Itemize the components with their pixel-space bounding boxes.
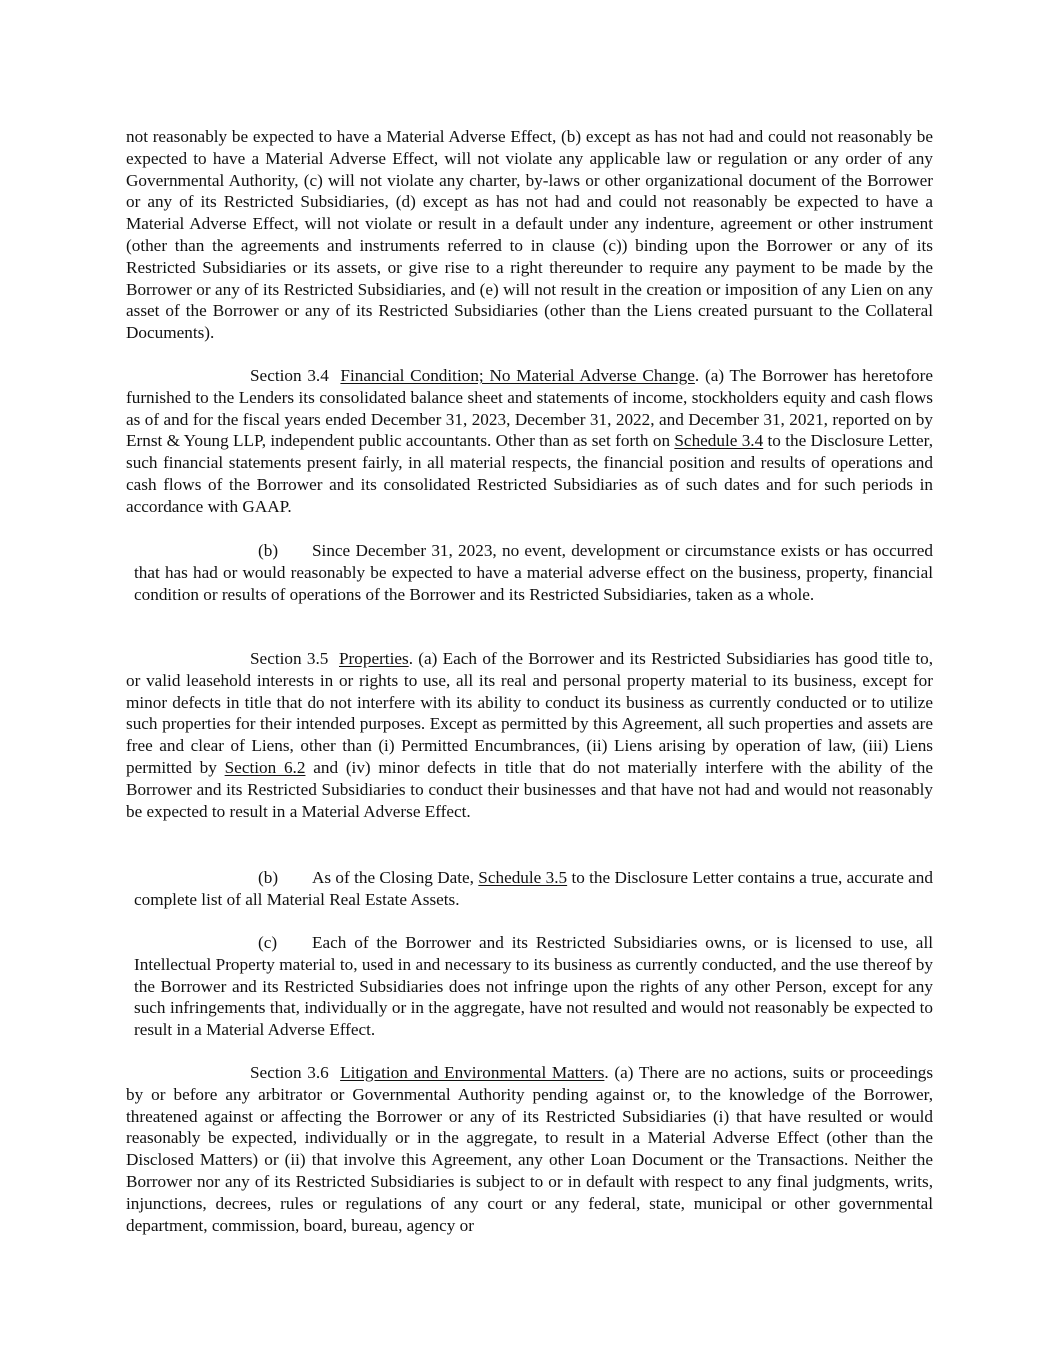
section-3-4-number: Section 3.4 xyxy=(250,366,329,385)
section-3-5-paragraph-b xyxy=(134,867,933,911)
schedule-3-4-reference: Schedule 3.4 xyxy=(674,431,764,451)
section-3-5-b-text-1: As of the Closing Date, xyxy=(312,868,479,887)
section-3-5-paragraph-a xyxy=(126,648,933,822)
section-3-6-number: Section 3.6 xyxy=(250,1063,329,1082)
section-3-5-title: Properties xyxy=(338,649,409,668)
section-3-5-b-text-2: to the Disclosure Letter contains a true, accurate and complete list of all Material Real Estate Assets. xyxy=(134,868,933,909)
section-3-5-a-text-2: and (iv) minor defects in title that do not materially interfere with the ability of the Borrower and its Restricted Subsidiaries to conduct their businesses and that have not had and would not reasonably be expected to result in a Material Adverse Effect. xyxy=(126,757,933,821)
section-6-2-reference: Section 6.2 xyxy=(224,757,306,777)
section-3-6-title: Litigation and Environmental Matters xyxy=(340,1063,605,1082)
section-3-6-paragraph-a xyxy=(126,1062,933,1236)
section-3-6-a-text: . (a) There are no actions, suits or proceedings by or before any arbitrator or Governmental Authority pending against or, to the knowledge of the Borrower, threatened against or affecting the Borrower or any of its Restricted Subsidiaries (i) that have resulted or would reasonably be expected, individually or in the aggregate, to result in a Material Adverse Effect (other than the Disclosed Matters) or (ii) that involve this Agreement, any other Loan Document or the Transactions. Neither the Borrower nor any of its Restricted Subsidiaries is subject to or in default with respect to any final judgments, writs, injunctions, decrees, rules or regulations of any court or any federal, state, municipal or other governmental department, commission, board, bureau, agency or xyxy=(126,1063,934,1235)
section-3-4-b-label: (b) xyxy=(258,541,279,560)
section-3-5-paragraph-c xyxy=(134,932,933,1041)
section-3-5-c-label: (c) xyxy=(258,933,278,952)
section-3-4-a-text-1: . (a) The Borrower has heretofore furnished to the Lenders its consolidated balance sheet and statements of income, stockholders equity and cash flows as of and for the fiscal years ended December 31, 2023, December 31, 2022, and December 31, 2021, reported on by Ernst & Young LLP, independent public accountants. Other than as set forth on xyxy=(126,366,933,451)
schedule-3-5-reference: Schedule 3.5 xyxy=(478,868,568,887)
section-3-5-number: Section 3.5 xyxy=(250,649,329,668)
section-3-5-b-label: (b) xyxy=(258,868,279,887)
section-3-4-paragraph-b xyxy=(134,540,933,605)
section-3-4-title: Financial Condition; No Material Adverse Change xyxy=(340,366,695,385)
section-3-4-b-text: Since December 31, 2023, no event, development or circumstance exists or has occurred that has had or would reasonably be expected to have a material adverse effect on the business, property, financial condition or results of operations of the Borrower and its Restricted Subsidiaries, taken as a whole. xyxy=(134,541,933,604)
section-3-4-paragraph-a xyxy=(126,365,933,518)
section-3-5-a-text-1: . (a) Each of the Borrower and its Restricted Subsidiaries has good title to, or valid leasehold interests in or rights to use, all its real and personal property material to its business, except for minor defects in title that do not interfere with its ability to conduct its business as currently conducted or to utilize such properties for their intended purposes. Except as permitted by this Agreement, all such properties and assets are free and clear of Liens, other than (i) Permitted Encumbrances, (ii) Liens arising by operation of law, (iii) Liens permitted by xyxy=(126,649,934,777)
section-3-4-a-text-2: to the Disclosure Letter, such financial statements present fairly, in all material respects, the financial position and results of operations and cash flows of the Borrower and its consolidated Restricted Subsidiaries as of such dates and for such periods in accordance with GAAP. xyxy=(126,431,933,516)
paragraph-continuation xyxy=(126,126,933,344)
continuation-text: not reasonably be expected to have a Material Adverse Effect, (b) except as has not had and could not reasonably be expected to have a Material Adverse Effect, will not violate any applicable law or regulation or any order of any Governmental Authority, (c) will not violate any charter, by-laws or other organizational document of the Borrower or any of its Restricted Subsidiaries, (d) except as has not had and could not reasonably be expected to have a Material Adverse Effect, will not violate or result in a default under any indenture, agreement or other instrument (other than the agreements and instruments referred to in clause (c)) binding upon the Borrower or any of its Restricted Subsidiaries or its assets, or give rise to a right thereunder to require any payment to be made by the Borrower or any of its Restricted Subsidiaries, and (e) will not result in the creation or imposition of any Lien on any asset of the Borrower or any of its Restricted Subsidiaries (other than the Liens created pursuant to the Collateral Documents). xyxy=(126,127,933,343)
section-3-5-c-text: Each of the Borrower and its Restricted Subsidiaries owns, or is licensed to use, all Intellectual Property material to, used in and necessary to its business as currently conducted, and the use thereof by the Borrower and its Restricted Subsidiaries does not infringe upon the rights of any other Person, except for any such infringements that, individually or in the aggregate, have not resulted and would not reasonably be expected to result in a Material Adverse Effect. xyxy=(134,933,933,1040)
